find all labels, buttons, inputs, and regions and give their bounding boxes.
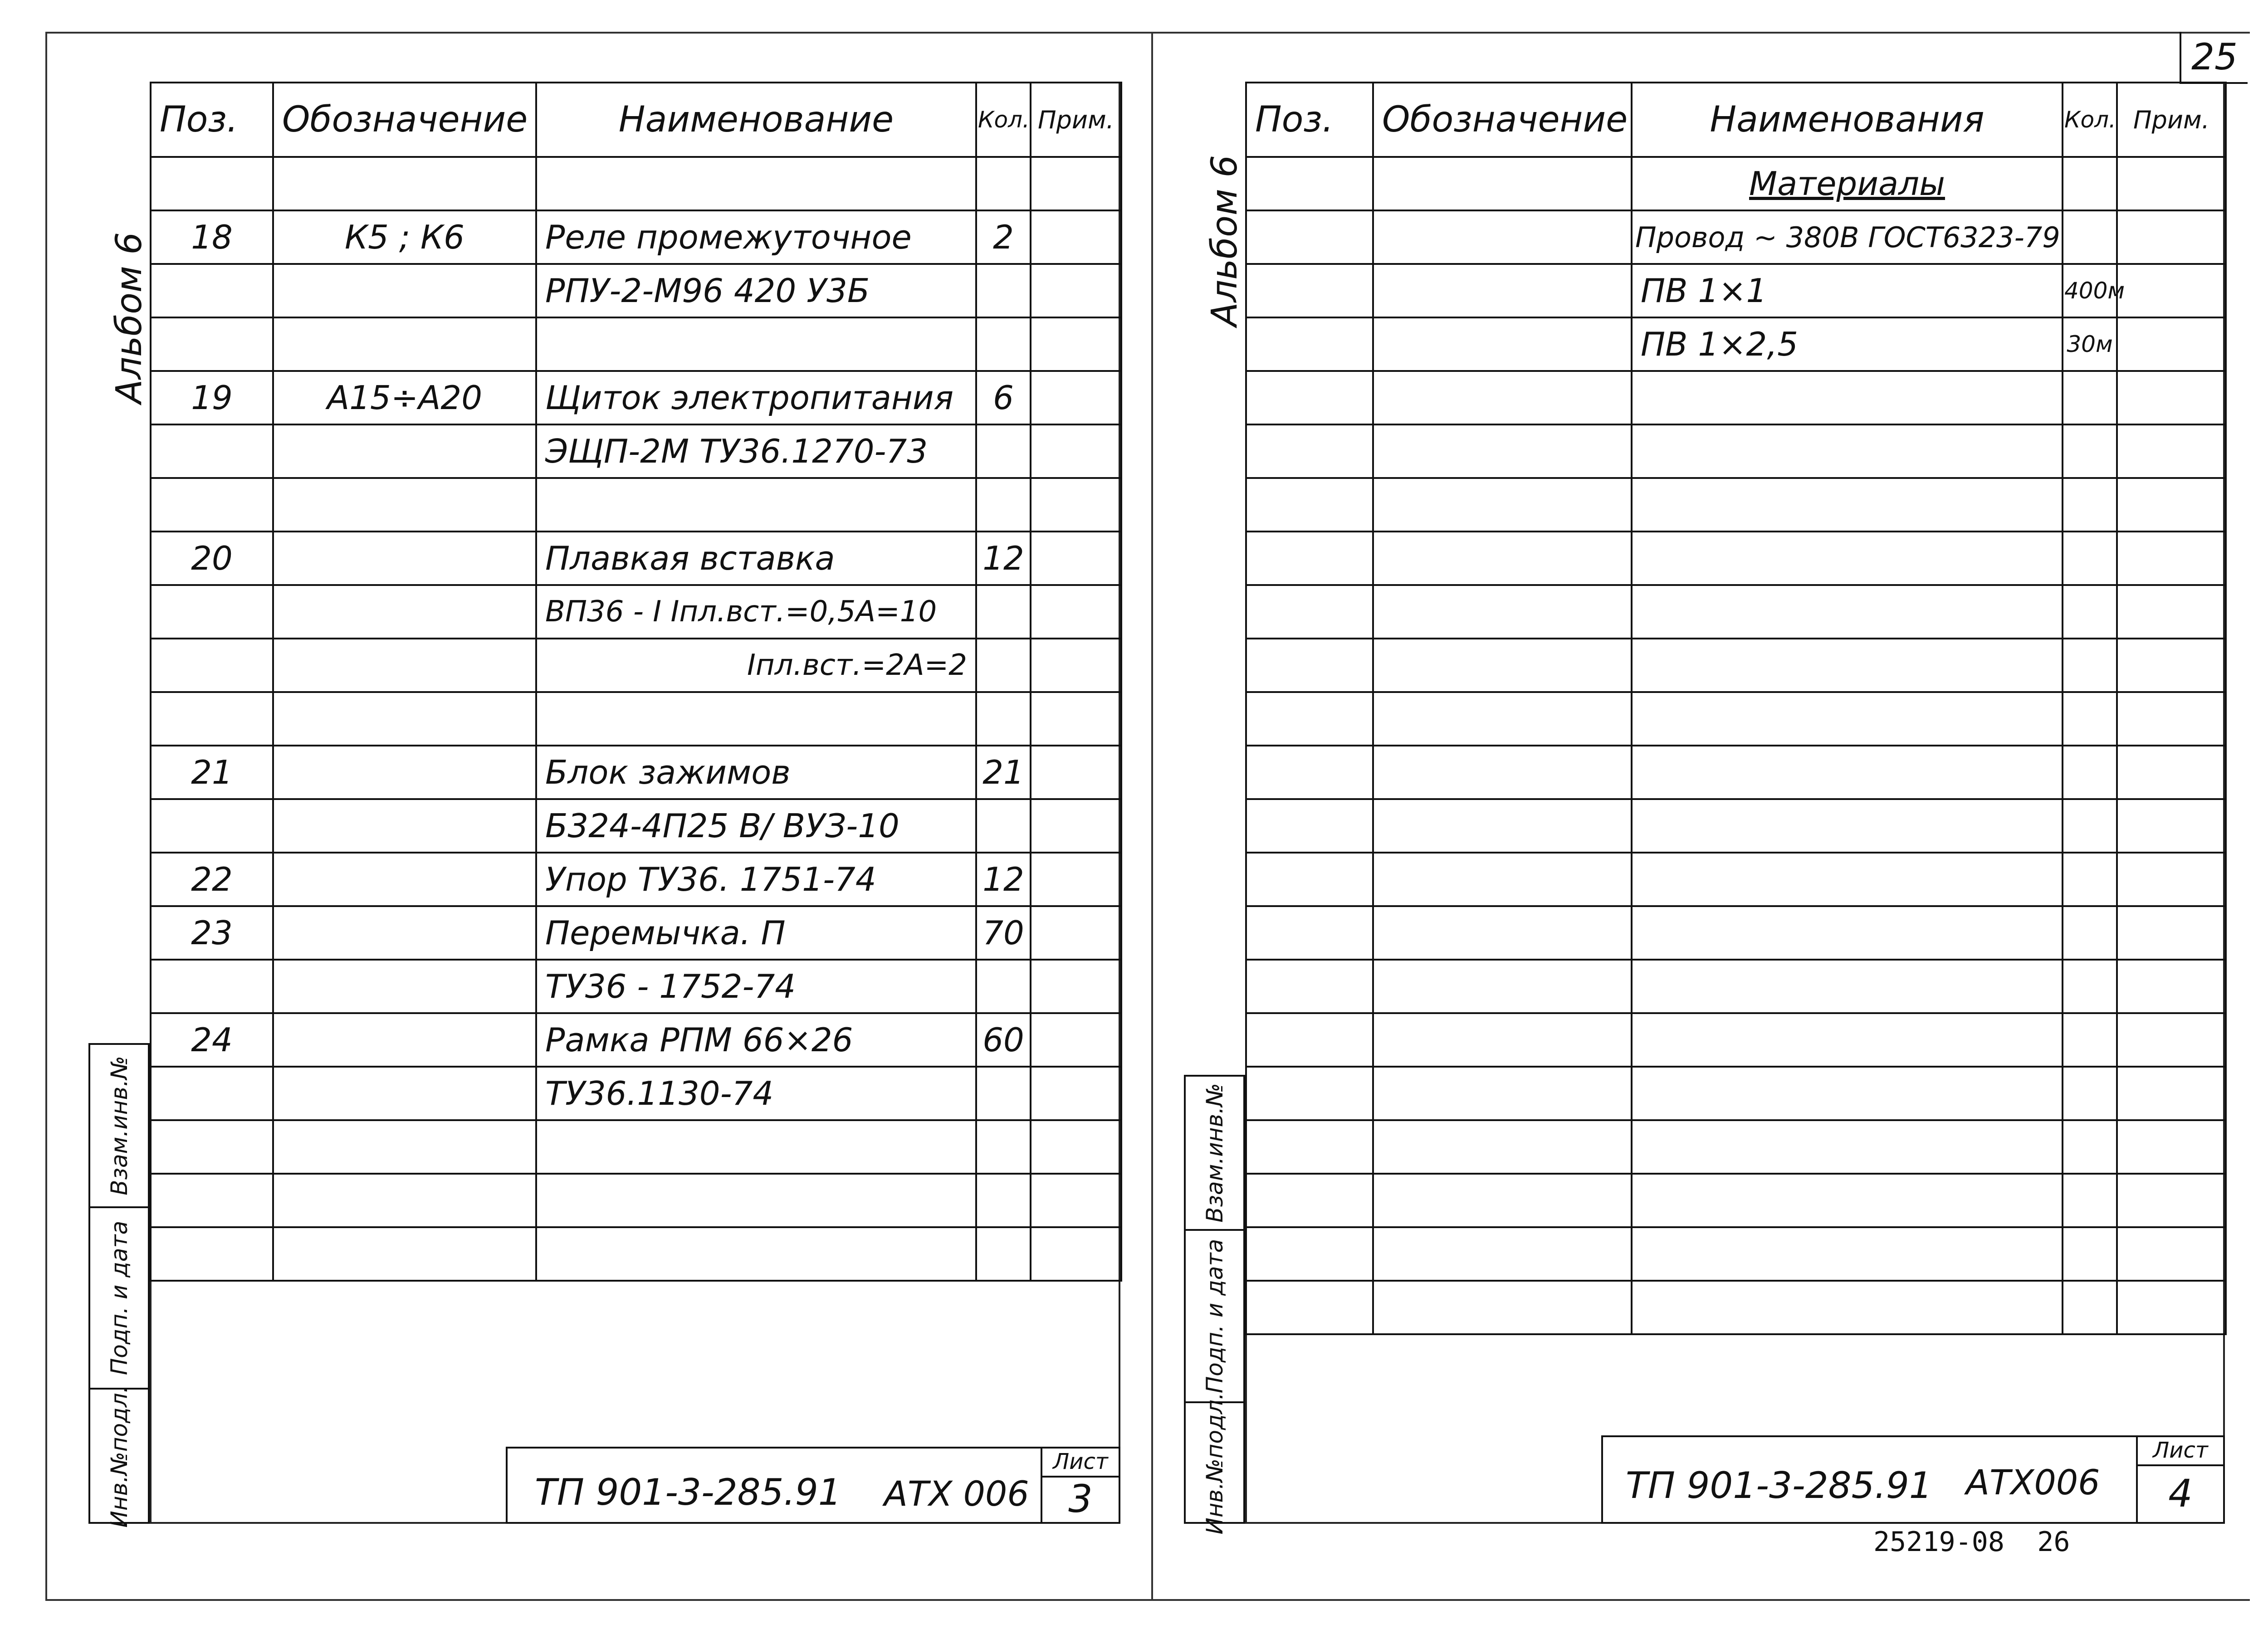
cell-designation (1373, 799, 1632, 853)
table-row (151, 853, 1121, 906)
cell-note (2117, 692, 2226, 746)
cell-qty (976, 1120, 1031, 1174)
cell-designation (1373, 424, 1632, 478)
cell-note (2117, 1174, 2226, 1227)
cell-pos (151, 639, 273, 692)
cell-qty (2063, 799, 2117, 853)
cell-name (1632, 478, 2063, 532)
cell-note (1031, 906, 1121, 960)
bottom-archive-code: 25219-08 26 (1873, 1526, 2070, 1558)
table-row (151, 585, 1121, 639)
cell-qty (976, 157, 1031, 210)
table-row (1246, 692, 2226, 746)
cell-name (1632, 799, 2063, 853)
cell-designation (1373, 1120, 1632, 1174)
cell-note (2117, 371, 2226, 424)
cell-pos (1246, 424, 1373, 478)
cell-designation (273, 157, 536, 210)
table-row (1246, 532, 2226, 585)
table-row (1246, 799, 2226, 853)
table-row (1246, 1067, 2226, 1120)
cell-pos (1246, 371, 1373, 424)
cell-pos (151, 585, 273, 639)
cell-qty (976, 317, 1031, 371)
cell-designation (273, 585, 536, 639)
cell-name: Щиток электропитания (536, 371, 976, 424)
cell-name: Провод ~ 380В ГОСТ6323-79 (1632, 210, 2063, 264)
cell-designation (1373, 585, 1632, 639)
cell-qty: 2 (976, 210, 1031, 264)
table-row (1246, 1120, 2226, 1174)
left-spec-table (150, 82, 1122, 1282)
stamp-doc-right: АТХ006 (1966, 1462, 2100, 1502)
cell-note (2117, 264, 2226, 317)
table-row (151, 478, 1121, 532)
side-cell-sign-date: Подп. и дата (90, 1208, 148, 1390)
table-row (1246, 371, 2226, 424)
table-row (1246, 746, 2226, 799)
table-row (151, 1120, 1121, 1174)
cell-note (1031, 639, 1121, 692)
cell-qty (976, 799, 1031, 853)
cell-pos (151, 1174, 273, 1227)
cell-designation: К5 ; К6 (273, 210, 536, 264)
cell-name (536, 1227, 976, 1281)
cell-qty (976, 264, 1031, 317)
table-row (151, 532, 1121, 585)
cell-name (1632, 853, 2063, 906)
cell-name: ПВ 1×1 (1632, 264, 2063, 317)
stamp-code-left: ТП 901-3-285.91 (535, 1471, 841, 1513)
cell-qty: 70 (976, 906, 1031, 960)
cell-name: Б324-4П25 В/ ВУЗ-10 (536, 799, 976, 853)
cell-note (2117, 424, 2226, 478)
cell-qty (2063, 692, 2117, 746)
table-row (151, 906, 1121, 960)
table-row (1246, 639, 2226, 692)
cell-qty (2063, 532, 2117, 585)
cell-pos (1246, 585, 1373, 639)
cell-name: Упор ТУ36. 1751-74 (536, 853, 976, 906)
cell-name (536, 1120, 976, 1174)
cell-pos (151, 1120, 273, 1174)
cell-qty (2063, 853, 2117, 906)
cell-qty (2063, 1013, 2117, 1067)
side-cell-inv: Инв.№подл. (106, 1385, 132, 1528)
cell-designation (1373, 371, 1632, 424)
side-cell-replace: Взам.инв.№ (1186, 1077, 1243, 1231)
cell-pos: 21 (151, 746, 273, 799)
cell-note (2117, 1281, 2226, 1334)
cell-note (2117, 585, 2226, 639)
album-label-right: Альбом 6 (1204, 155, 1245, 327)
table-row (151, 1013, 1121, 1067)
sheet-number-left: 3 (1068, 1477, 1093, 1521)
table-row (151, 1067, 1121, 1120)
cell-name (1632, 532, 2063, 585)
cell-name (1632, 1281, 2063, 1334)
cell-qty: 60 (976, 1013, 1031, 1067)
cell-note (1031, 210, 1121, 264)
cell-qty (2063, 1227, 2117, 1281)
cell-designation (273, 532, 536, 585)
header-pos: Поз. (1246, 83, 1373, 157)
side-cell-inv: Инв.№подл. (1201, 1392, 1228, 1535)
cell-pos (1246, 1067, 1373, 1120)
table-row (151, 960, 1121, 1013)
title-block-left (506, 1447, 1120, 1524)
cell-note (1031, 1067, 1121, 1120)
cell-pos: 19 (151, 371, 273, 424)
cell-designation (1373, 532, 1632, 585)
cell-pos (1246, 746, 1373, 799)
table-row (1246, 1227, 2226, 1281)
cell-qty: 30м (2063, 317, 2117, 371)
cell-designation (1373, 264, 1632, 317)
cell-note (2117, 639, 2226, 692)
side-binding-strip-right (1184, 1075, 1245, 1535)
cell-qty (2063, 1120, 2117, 1174)
cell-note (2117, 317, 2226, 371)
table-row (151, 317, 1121, 371)
cell-pos (1246, 692, 1373, 746)
cell-note (1031, 532, 1121, 585)
cell-designation (273, 639, 536, 692)
cell-note (2117, 906, 2226, 960)
table-row (151, 210, 1121, 264)
cell-qty (976, 478, 1031, 532)
cell-designation (273, 853, 536, 906)
cell-pos (1246, 960, 1373, 1013)
cell-pos (1246, 1120, 1373, 1174)
cell-qty (2063, 906, 2117, 960)
cell-designation: А15÷А20 (273, 371, 536, 424)
cell-pos (151, 692, 273, 746)
sheet-box-right (2136, 1437, 2223, 1522)
cell-qty (2063, 1067, 2117, 1120)
cell-pos: 22 (151, 853, 273, 906)
table-row (151, 639, 1121, 692)
sheet-number-right: 4 (2168, 1471, 2193, 1516)
cell-note (1031, 692, 1121, 746)
cell-name (1632, 1227, 2063, 1281)
sheet-box-left (1041, 1449, 1119, 1522)
cell-designation (1373, 853, 1632, 906)
cell-name (1632, 424, 2063, 478)
cell-note (2117, 1013, 2226, 1067)
right-spec-table (1245, 82, 2227, 1335)
table-row (1246, 853, 2226, 906)
cell-pos (1246, 317, 1373, 371)
table-row (151, 1227, 1121, 1281)
cell-name: Iпл.вст.=2А=2 (536, 639, 976, 692)
cell-designation (1373, 1227, 1632, 1281)
cell-name: Реле промежуточное (536, 210, 976, 264)
header-qty: Кол. (2063, 83, 2117, 157)
cell-pos (1246, 1281, 1373, 1334)
cell-pos: 23 (151, 906, 273, 960)
cell-name: РПУ-2-М96 420 У3Б (536, 264, 976, 317)
cell-designation (1373, 1013, 1632, 1067)
header-note: Прим. (2117, 83, 2226, 157)
header-qty: Кол. (976, 83, 1031, 157)
cell-note (1031, 1013, 1121, 1067)
cell-pos (1246, 157, 1373, 210)
cell-designation (273, 1120, 536, 1174)
header-designation: Обозначение (273, 83, 536, 157)
side-cell-replace: Взам.инв.№ (90, 1045, 148, 1208)
cell-designation (1373, 1067, 1632, 1120)
cell-name (536, 478, 976, 532)
side-cell-sign-date: Подп. и дата (1186, 1231, 1243, 1403)
cell-designation (273, 960, 536, 1013)
cell-name (1632, 906, 2063, 960)
cell-note (2117, 746, 2226, 799)
side-binding-strip-left (88, 1043, 150, 1528)
table-row (1246, 424, 2226, 478)
cell-pos (151, 960, 273, 1013)
cell-note (1031, 1227, 1121, 1281)
cell-designation (273, 317, 536, 371)
table-row (1246, 157, 2226, 210)
cell-name (1632, 746, 2063, 799)
cell-note (1031, 960, 1121, 1013)
cell-note (2117, 157, 2226, 210)
cell-designation (1373, 906, 1632, 960)
album-label-left: Альбом 6 (109, 232, 150, 404)
cell-name: Материалы (1632, 157, 2063, 210)
sheet-label-left: Лист (1042, 1449, 1119, 1478)
cell-qty (2063, 210, 2117, 264)
header-name: Наименование (536, 83, 976, 157)
cell-pos: 24 (151, 1013, 273, 1067)
cell-qty (976, 424, 1031, 478)
table-row (1246, 585, 2226, 639)
table-row (151, 424, 1121, 478)
cell-qty (976, 585, 1031, 639)
cell-note (2117, 1227, 2226, 1281)
cell-name (1632, 1013, 2063, 1067)
cell-note (2117, 799, 2226, 853)
cell-name (536, 692, 976, 746)
cell-note (1031, 478, 1121, 532)
cell-qty (976, 960, 1031, 1013)
cell-qty (976, 639, 1031, 692)
cell-designation (1373, 1281, 1632, 1334)
cell-designation (273, 1174, 536, 1227)
table-row (151, 264, 1121, 317)
stamp-code-right: ТП 901-3-285.91 (1626, 1464, 1932, 1507)
cell-pos (1246, 264, 1373, 317)
cell-pos (151, 1227, 273, 1281)
cell-qty (2063, 1281, 2117, 1334)
cell-note (2117, 1120, 2226, 1174)
table-row (151, 692, 1121, 746)
cell-name: ТУ36 - 1752-74 (536, 960, 976, 1013)
header-note: Прим. (1031, 83, 1121, 157)
cell-pos (1246, 532, 1373, 585)
cell-name: Блок зажимов (536, 746, 976, 799)
cell-name: Плавкая вставка (536, 532, 976, 585)
stamp-doc-left: АТХ 006 (884, 1473, 1029, 1514)
cell-note (1031, 1174, 1121, 1227)
table-row (151, 157, 1121, 210)
cell-name (1632, 1067, 2063, 1120)
cell-qty (2063, 746, 2117, 799)
cell-note (1031, 853, 1121, 906)
cell-name (1632, 639, 2063, 692)
cell-name: ВП36 - I Iпл.вст.=0,5А=10 (536, 585, 976, 639)
cell-note (2117, 960, 2226, 1013)
cell-pos (151, 424, 273, 478)
cell-pos (151, 317, 273, 371)
cell-designation (273, 1227, 536, 1281)
cell-designation (1373, 746, 1632, 799)
cell-qty (976, 1174, 1031, 1227)
cell-qty (976, 692, 1031, 746)
cell-qty (2063, 424, 2117, 478)
table-row (1246, 478, 2226, 532)
cell-qty (976, 1067, 1031, 1120)
table-row (151, 371, 1121, 424)
cell-note (2117, 532, 2226, 585)
fold-line (1151, 32, 1153, 1601)
cell-pos (1246, 906, 1373, 960)
title-block-right (1601, 1435, 2225, 1524)
cell-designation (273, 746, 536, 799)
cell-designation (1373, 317, 1632, 371)
cell-pos (151, 478, 273, 532)
table-row (1246, 1174, 2226, 1227)
cell-note (1031, 264, 1121, 317)
page-number-box (2180, 32, 2248, 84)
cell-qty (2063, 585, 2117, 639)
cell-qty (2063, 371, 2117, 424)
cell-name (536, 317, 976, 371)
table-row (1246, 210, 2226, 264)
cell-designation (273, 692, 536, 746)
cell-designation (273, 424, 536, 478)
cell-note (1031, 746, 1121, 799)
cell-pos (1246, 1013, 1373, 1067)
cell-note (1031, 585, 1121, 639)
header-pos: Поз. (151, 83, 273, 157)
table-row (1246, 1013, 2226, 1067)
cell-note (1031, 317, 1121, 371)
cell-pos (1246, 853, 1373, 906)
cell-name (1632, 1120, 2063, 1174)
cell-note (1031, 157, 1121, 210)
cell-note (1031, 424, 1121, 478)
cell-name (1632, 1174, 2063, 1227)
table-row (1246, 317, 2226, 371)
cell-name (1632, 692, 2063, 746)
cell-name: ЭЩП-2М ТУ36.1270-73 (536, 424, 976, 478)
cell-name: Перемычка. П (536, 906, 976, 960)
cell-note (2117, 210, 2226, 264)
cell-note (2117, 478, 2226, 532)
cell-note (1031, 1120, 1121, 1174)
cell-pos (1246, 478, 1373, 532)
cell-pos (1246, 799, 1373, 853)
table-row (1246, 264, 2226, 317)
header-designation: Обозначение (1373, 83, 1632, 157)
cell-name: Рамка РПМ 66×26 (536, 1013, 976, 1067)
cell-designation (1373, 157, 1632, 210)
cell-designation (1373, 692, 1632, 746)
cell-designation (1373, 639, 1632, 692)
page-number: 25 (2191, 36, 2238, 78)
cell-designation (273, 799, 536, 853)
cell-pos (1246, 639, 1373, 692)
cell-qty (2063, 478, 2117, 532)
cell-pos (151, 157, 273, 210)
table-row (151, 799, 1121, 853)
table-row (151, 746, 1121, 799)
cell-pos (151, 799, 273, 853)
cell-qty (2063, 639, 2117, 692)
cell-pos (1246, 1227, 1373, 1281)
header-name: Наименования (1632, 83, 2063, 157)
sheet-label-right: Лист (2138, 1437, 2223, 1466)
cell-name (536, 157, 976, 210)
cell-designation (273, 264, 536, 317)
cell-name: ПВ 1×2,5 (1632, 317, 2063, 371)
cell-designation (273, 1067, 536, 1120)
cell-qty (976, 1227, 1031, 1281)
cell-name (536, 1174, 976, 1227)
cell-designation (273, 906, 536, 960)
cell-qty: 12 (976, 853, 1031, 906)
cell-qty (2063, 960, 2117, 1013)
table-row (151, 1174, 1121, 1227)
cell-designation (1373, 960, 1632, 1013)
cell-name (1632, 585, 2063, 639)
cell-qty: 21 (976, 746, 1031, 799)
cell-qty: 12 (976, 532, 1031, 585)
cell-pos: 20 (151, 532, 273, 585)
cell-pos (1246, 1174, 1373, 1227)
cell-name (1632, 960, 2063, 1013)
cell-pos (151, 264, 273, 317)
cell-qty: 400м (2063, 264, 2117, 317)
cell-note (1031, 371, 1121, 424)
table-row (1246, 906, 2226, 960)
cell-qty: 6 (976, 371, 1031, 424)
cell-qty (2063, 1174, 2117, 1227)
cell-designation (273, 1013, 536, 1067)
cell-pos: 18 (151, 210, 273, 264)
cell-note (1031, 799, 1121, 853)
cell-note (2117, 1067, 2226, 1120)
cell-note (2117, 853, 2226, 906)
cell-name (1632, 371, 2063, 424)
cell-designation (1373, 1174, 1632, 1227)
cell-designation (1373, 210, 1632, 264)
cell-pos (151, 1067, 273, 1120)
table-row (1246, 960, 2226, 1013)
cell-pos (1246, 210, 1373, 264)
cell-designation (1373, 478, 1632, 532)
cell-qty (2063, 157, 2117, 210)
cell-name: ТУ36.1130-74 (536, 1067, 976, 1120)
table-row (1246, 1281, 2226, 1334)
cell-designation (273, 478, 536, 532)
